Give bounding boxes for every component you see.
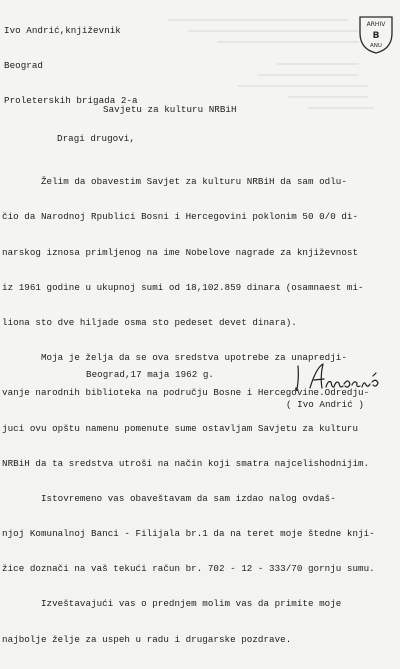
body-line: vanje narodnih biblioteka na području Bosne i Hercegovine.Odredju- bbox=[2, 387, 370, 399]
body-line: liona sto dve hiljade osma sto pedeset devet dinara). bbox=[2, 316, 297, 328]
letter-salutation: Dragi drugovi, bbox=[57, 133, 135, 144]
body-line: Moja je želja da se ova sredstva upotrebe za unapredji- bbox=[2, 352, 347, 364]
body-line: iz 1961 godine u ukupnoj sumi od 18,102.859 dinara (osamnaest mi- bbox=[2, 281, 364, 293]
body-line: žice doznači na vaš tekući račun br. 702 - 12 - 333/70 gornju sumu. bbox=[2, 563, 375, 575]
stamp-bottom-text: ANU bbox=[370, 43, 382, 49]
body-line: njoj Komunalnoj Banci - Filijala br.1 da na teret moje štedne knji- bbox=[2, 528, 375, 540]
letter-recipient-title: Savjetu za kulturu NRBiH bbox=[103, 104, 237, 115]
place-and-date: Beograd,17 maja 1962 g. bbox=[86, 369, 214, 380]
sender-street: Proleterskih brigada 2-a bbox=[4, 94, 138, 106]
letter-body bbox=[2, 153, 375, 669]
stamp-top-text: ARHIV bbox=[366, 21, 386, 28]
body-line: narskog iznosa primljenog na ime Nobelove nagrade za književnost bbox=[2, 246, 359, 258]
body-line: čio da Narodnoj Rpublici Bosni i Hercegovini poklonim 50 0/0 di- bbox=[2, 211, 359, 223]
body-line: Želim da obavestim Savjet za kulturu NRBiH da sam odlu- bbox=[2, 176, 347, 188]
body-line: Istovremeno vas obaveštavam da sam izdao nalog ovdaš- bbox=[2, 492, 336, 504]
body-line: juci ovu opštu namenu pomenute sume ostavljam Savjetu za kulturu bbox=[2, 422, 359, 434]
stamp-middle-letter: B bbox=[372, 31, 380, 41]
body-line: NRBiH da ta sredstva utroši na način koji smatra najcelishodnijim. bbox=[2, 457, 370, 469]
signature-name: ( Ivo Andrić ) bbox=[286, 399, 364, 410]
handwritten-signature bbox=[290, 358, 386, 396]
sender-city: Beograd bbox=[4, 59, 43, 71]
sender-name: Ivo Andrić,književnik bbox=[4, 25, 121, 37]
body-line: Izveštavajući vas o prednjem molim vas da primite moje bbox=[2, 598, 342, 610]
body-line: najbolje želje za uspeh u radu i drugarske pozdrave. bbox=[2, 633, 292, 645]
archive-stamp bbox=[356, 13, 396, 55]
